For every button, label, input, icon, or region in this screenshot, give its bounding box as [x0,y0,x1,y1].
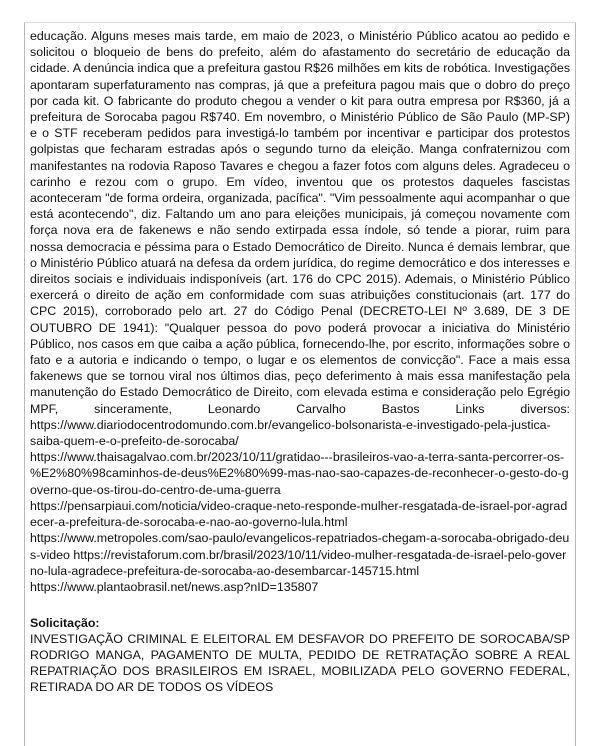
request-section [30,615,570,695]
document-content [30,28,570,695]
manifest-paragraph: educação. Alguns meses mais tarde, em maio de 2023, o Ministério Público acatou ao pedido e solicitou o bloqueio de bens do prefeito, além do afastamento do secretário de educação da cidade. A denúncia indica que a prefeitura gastou R$26 milhões em kits de robótica. Investigações apontaram superfaturamento nas compras, já que a prefeitura pagou mais que o dobro do preço por cada kit. O fabricante do produto chegou a vender o kit para outra empresa por R$360, já a prefeitura de Sorocaba pagou R$740. Em novembro, o Ministério Público de São Paulo (MP-SP) e o STF receberam pedidos para investigá-lo também por incentivar e participar dos protestos golpistas que fecharam estradas após o segundo turno da eleição. Manga confraternizou com manifestantes na rodovia Raposo Tavares e chegou a fazer fotos com alguns deles. Agradeceu o carinho e rezou com o grupo. Em vídeo, inventou que os protestos daqueles fascistas aconteceram "de forma ordeira, organizada, pacífica". "Vim pessoalmente aqui acompanhar o que está acontecendo", diz. Faltando um ano para eleições municipais, já começou novamente com força nova era de fakenews e não sendo extirpada essa índole, só tende a piorar, ruim para nossa democracia e péssima para o Estado Democrático de Direito. Nunca é demais lembrar, que o Ministério Público atuará na defesa da ordem jurídica, do regime democrático e dos interesses e direitos sociais e individuais indisponíveis (art. 176 do CPC 2015). Ademais, o Ministério Público exercerá o direito de ação em conformidade com suas atribuições constitucionais (art. 177 do CPC 2015), corroborado pelo art. 27 do Código Penal (DECRETO-LEI Nº 3.689, DE 3 DE OUTUBRO DE 1941): "Qualquer pessoa do povo poderá provocar a iniciativa do Ministério Público, nos casos em que caiba a ação pública, fornecendo-lhe, por escrito, informações sobre o fato e a autoria e indicando o tempo, o lugar e os elementos de convicção". Face a mais essa fakenews que se tornou viral nos últimos dias, peço deferimento à mais essa manifestação pela manutenção do Estado Democrático de Direito, com elevada estima e consideração pelo Egrégio MPF, sinceramente, Leonardo Carvalho Bastos Links diversos: https://www.diariodocentrodomundo.com.br/evangelico-bolsonarista-e-investigado-pela-justica-saiba-quem-e-o-prefeito-de-sorocaba/ [30,29,571,449]
request-title: Solicitação: [30,616,100,631]
link-pensarpiaui[interactable]: https://pensarpiaui.com/noticia/video-craque-neto-responde-mulher-resgatada-de-israel-por-agradecer-a-prefeitura-de-sorocaba-e-nao-ao-governo-lula.html [30,498,568,530]
link-plantaobrasil[interactable]: https://www.plantaobrasil.net/news.asp?nID=135807 [30,579,319,594]
request-text: INVESTIGAÇÃO CRIMINAL E ELEITORAL EM DESFAVOR DO PREFEITO DE SOROCABA/SP RODRIGO MANGA, PAGAMENTO DE MULTA, PEDIDO DE RETRATAÇÃO SOBRE A REAL REPATRIAÇÃO DOS BRASILEIROS EM ISRAEL, MOBILIZADA PELO GOVERNO FEDERAL, RETIRADA DO AR DE TODOS OS VÍDEOS [30,632,570,695]
links-list [30,449,570,595]
link-thaisagalvao[interactable]: https://www.thaisagalvao.com.br/2023/10/11/gratidao---brasileiros-vao-a-terra-santa-percorrer-os-%E2%80%98caminhos-de-deus%E2%80%99-mas-nao-sao-capazes-de-reconhecer-o-gesto-do-governo-que-os-tirou-do-centro-de-uma-guerra [30,450,569,497]
link-metropoles-revistaforum[interactable]: https://www.metropoles.com/sao-paulo/evangelicos-repatriados-chegam-a-sorocaba-obrigado-deus-video https://revistaforum.com.br/brasil/2023/10/11/video-mulher-resgatada-de-israel-pelo-governo-lula-agradece-prefeitura-de-sorocaba-ao-desembarcar-145715.html [30,531,570,578]
